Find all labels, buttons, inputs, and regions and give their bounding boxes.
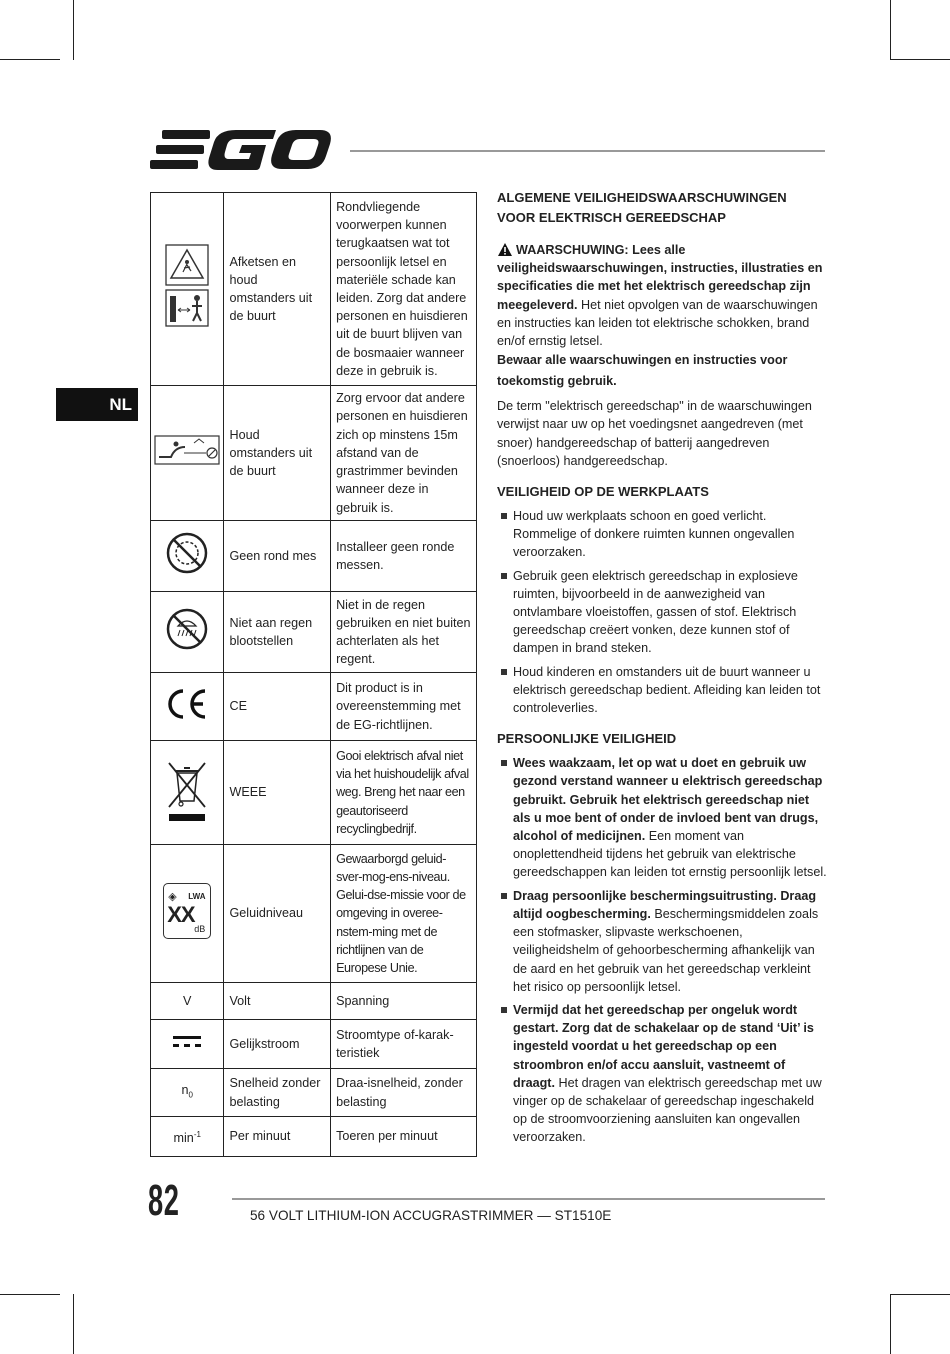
- symbol-name: Geluidniveau: [224, 845, 331, 983]
- symbol-table: [150, 192, 477, 1157]
- sound-unit: dB: [194, 923, 206, 934]
- bullet-list: [497, 754, 827, 1146]
- list-item-bold: Wees waakzaam, let op wat u doet en gebruik uw gezond verstand wanneer u elektrisch gereedschap gebruikt. Gebruik het elektrisch gereedschap niet als u moe bent of onder de invloed bent van drugs, alcohol of medicijnen.: [513, 756, 823, 844]
- list-item: Gebruik geen elektrisch gereedschap in explosieve ruimten, bijvoorbeeld in de aanwezigheid van ontvlambare vloeistoffen, gassen of stof. Elektrisch gereedschap creëert vonken, deze kunnen stof of dampen in brand steken.: [497, 567, 827, 658]
- speaker-icon: ◈: [168, 890, 177, 903]
- page-number: 82: [148, 1176, 180, 1225]
- list-item-text: Het dragen van elektrisch gereedschap met uw vinger op de schakelaar of gereedschap ingeschakeld op de stroomvoorziening aansluiten kan ongevallen veroorzaken.: [513, 1075, 822, 1145]
- symbol-name: Snelheid zonder belasting: [224, 1069, 331, 1117]
- list-item: [497, 754, 827, 881]
- symbol-cell: V: [151, 983, 224, 1020]
- symbol-cell: [151, 673, 224, 741]
- table-row: [151, 741, 477, 845]
- symbol-cell: [151, 592, 224, 673]
- header-rule: [350, 150, 825, 152]
- symbol-description: Zorg ervoor dat andere personen en huisdieren zich op minstens 15m afstand van de grastrimmer bevinden wanneer deze in gebruik is.: [331, 386, 477, 521]
- symbol-name: Geen rond mes: [224, 521, 331, 592]
- term-paragraph: De term "elektrisch gereedschap" in de waarschuwingen verwijst naar uw op het voedingsnet aangedreven (met snoer) handgereedschap of batterij aangedreven (snoerloos) handgereedschap.: [497, 399, 812, 468]
- symbol-cell: [151, 1117, 224, 1157]
- list-item: Houd uw werkplaats schoon en goed verlicht. Rommelige of donkere ruimten kunnen ongevallen veroorzaken.: [497, 507, 827, 562]
- ego-logo: [150, 128, 332, 172]
- symbol-name: Volt: [224, 983, 331, 1020]
- warning-text: Het niet opvolgen van de waarschuwingen en instructies kan leiden tot elektrische schokken, brand en/of ernstig letsel.: [497, 297, 818, 349]
- symbol-name: Afketsen en houd omstanders uit de buurt: [224, 193, 331, 386]
- symbol-description: Rondvliegende voorwerpen kunnen terugkaatsen wat tot persoonlijk letsel en materiële schade kan leiden. Zorg dat andere personen en huisdieren uit de buurt blijven van de bosmaaier wanneer deze in gebruik is.: [331, 193, 477, 386]
- crop-mark: [73, 0, 74, 60]
- symbol-description: Dit product is in overeenstemming met de EG-richtlijnen.: [331, 673, 477, 741]
- section-heading: ALGEMENE VEILIGHEIDSWAARSCHUWINGEN VOOR ELEKTRISCH GEREEDSCHAP: [497, 190, 787, 225]
- no-rain-icon: [166, 608, 208, 650]
- table-row: [151, 1069, 477, 1117]
- sound-level-icon: [163, 883, 211, 939]
- symbol-cell: [151, 1069, 224, 1117]
- symbol-cell: [151, 386, 224, 521]
- list-item-text: Beschermingsmiddelen zoals een stofmasker, slipvaste werkschoenen, veiligheidshelm of gehoorbescherming afhankelijk van de aard en het gebruik van het gereedschap verkleint het risico op persoonlijk letsel.: [513, 906, 819, 994]
- symbol-text: n: [181, 1082, 189, 1097]
- crop-mark: [0, 1294, 60, 1295]
- warning-paragraph: [497, 241, 827, 350]
- safety-text-column: [497, 188, 827, 1152]
- crop-mark: [890, 0, 891, 60]
- table-row: [151, 521, 477, 592]
- symbol-cell: [151, 193, 224, 386]
- table-row: [151, 1117, 477, 1157]
- crop-mark: [890, 1294, 950, 1295]
- crop-mark: [890, 59, 950, 60]
- table-row: [151, 592, 477, 673]
- symbol-description: Stroomtype of-karak-teristiek: [331, 1020, 477, 1069]
- table-row: [151, 193, 477, 386]
- crop-mark: [0, 59, 60, 60]
- symbol-text: min: [173, 1130, 194, 1145]
- symbol-name: CE: [224, 673, 331, 741]
- weee-bin-icon: [165, 759, 209, 821]
- symbol-description: Spanning: [331, 983, 477, 1020]
- symbol-cell: [151, 741, 224, 845]
- list-item-bold: Draag persoonlijke beschermingsuitrusting. Draag altijd oogbescherming.: [513, 888, 817, 921]
- symbol-subscript: 0: [188, 1090, 193, 1100]
- symbol-name: WEEE: [224, 741, 331, 845]
- table-row: [151, 673, 477, 741]
- symbol-name: Niet aan regen blootstellen: [224, 592, 331, 673]
- symbol-superscript: -1: [193, 1129, 201, 1139]
- warning-bold-text: Lees alle veiligheidswaarschuwingen, instructies, illustraties en specificaties die met het elektrisch gereedschap zijn meegeleverd.: [497, 243, 823, 312]
- symbol-description: Toeren per minuut: [331, 1117, 477, 1157]
- symbol-description: Gewaarborgd geluid-sver-mog-ens-niveau. Gelui-dse-missie voor de omgeving in overee-nstem-ming met de richtlijnen van de Europese Unie.: [331, 845, 477, 983]
- warning-triangle-icon: [497, 242, 513, 257]
- crop-mark: [73, 1294, 74, 1354]
- list-item: [497, 1001, 827, 1147]
- keep-instructions: Bewaar alle waarschuwingen en instructies voor toekomstig gebruik.: [497, 353, 788, 389]
- symbol-cell: [151, 521, 224, 592]
- list-item-bold: Vermijd dat het gereedschap per ongeluk wordt gestart. Zorg dat de schakelaar op de stand ‘Uit’ is ingesteld voordat u het gereedschap op een stroombron en/of accu aansluit, vastneemt of draagt.: [513, 1002, 814, 1090]
- bystander-warning-icon: [165, 244, 209, 328]
- language-tab: NL: [56, 388, 138, 421]
- symbol-description: Niet in de regen gebruiken en niet buiten achterlaten als het regent.: [331, 592, 477, 673]
- section-heading: PERSOONLIJKE VEILIGHEID: [497, 731, 677, 747]
- table-row: [151, 845, 477, 983]
- symbol-description: Draa-isnelheid, zonder belasting: [331, 1069, 477, 1117]
- crop-mark: [890, 1294, 891, 1354]
- table-row: [151, 386, 477, 521]
- sound-value: XX: [167, 901, 195, 927]
- footer-title: 56 VOLT LITHIUM-ION ACCUGRASTRIMMER — ST1510E: [250, 1208, 612, 1223]
- bullet-list: [497, 507, 827, 717]
- sound-lwa-label: LWA: [188, 891, 206, 901]
- symbol-name: Per minuut: [224, 1117, 331, 1157]
- distance-15m-icon: [154, 435, 220, 465]
- symbol-description: Installeer geen ronde messen.: [331, 521, 477, 592]
- symbol-name: Houd omstanders uit de buurt: [224, 386, 331, 521]
- symbol-cell: [151, 1020, 224, 1069]
- table-row: [151, 983, 477, 1020]
- footer-rule: [232, 1198, 825, 1200]
- ce-mark-icon: [165, 687, 209, 721]
- section-heading: VEILIGHEID OP DE WERKPLAATS: [497, 484, 709, 500]
- symbol-description: Gooi elektrisch afval niet via het huishoudelijk afval weg. Breng het naar een geautoriseerd recyclingbedrijf.: [331, 741, 477, 845]
- table-row: [151, 1020, 477, 1069]
- list-item: [497, 887, 827, 996]
- no-round-blade-icon: [166, 532, 208, 574]
- direct-current-icon: [172, 1034, 202, 1048]
- list-item-text: Een moment van onoplettendheid tijdens het gebruik van elektrische gereedschappen kan leiden tot ernstig persoonlijk letsel.: [513, 829, 827, 880]
- symbol-name: Gelijkstroom: [224, 1020, 331, 1069]
- list-item: Houd kinderen en omstanders uit de buurt wanneer u elektrisch gereedschap bedient. Afleiding kan leiden tot controleverlies.: [497, 663, 827, 718]
- symbol-cell: [151, 845, 224, 983]
- warning-label: WAARSCHUWING:: [516, 243, 629, 257]
